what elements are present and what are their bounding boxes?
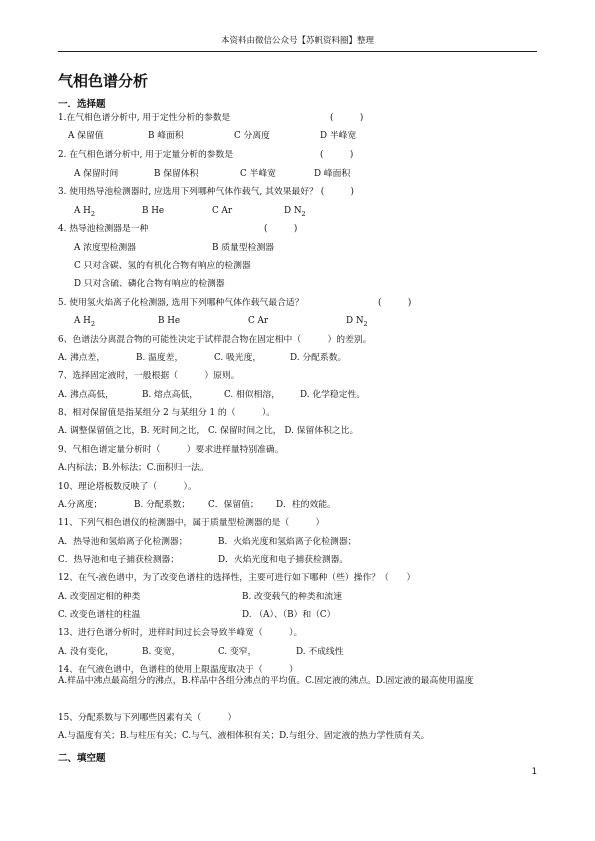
question-5: 5. 使用氢火焰离子化检测器, 选用下列哪种气体作载气最合适？ (58, 298, 304, 308)
option: D 峰面积 (314, 169, 351, 179)
option: A.样品中沸点最高组分的沸点，B.样品中各组分沸点的平均值。C.固定液的沸点。D.固定液的最高使用温度 (58, 676, 474, 686)
option: D. 分配系数。 (290, 353, 347, 363)
section-heading-fill: 二、填空题 (58, 753, 106, 764)
option: B. 温度差， (136, 353, 184, 363)
option: A．热导池和氢焰离子化检测器； (58, 537, 188, 547)
option: C Ar (212, 206, 233, 216)
option: D. 化学稳定性。 (300, 390, 366, 400)
option: A.分离度； (58, 500, 103, 510)
option: A $H_2$ (74, 316, 95, 328)
option: D. （A）、（B）和（C） (242, 610, 336, 620)
question-1: 1.在气相色谱分析中, 用于定性分析的参数是 (58, 113, 231, 123)
option: B. 变宽， (142, 647, 181, 657)
option: D $N_2$ (346, 316, 368, 328)
option: A 保留时间 (74, 169, 119, 179)
option: B．火焰光度和氢焰离子化检测器； (218, 537, 357, 547)
option: D．柱的效能。 (276, 500, 336, 510)
answer-blank-4: ( ) (264, 224, 298, 234)
option: C 分离度 (234, 131, 270, 141)
option: C. 相似相溶， (224, 390, 280, 400)
question-9: 9、气相色谱定量分析时（ ）要求进样量特别准确。 (58, 445, 284, 455)
option: B He (142, 206, 165, 216)
option: A $H_2$ (74, 206, 95, 218)
question-8: 8、相对保留值是指某组分 2 与某组分 1 的（ ）。 (58, 408, 276, 418)
answer-blank-1: ( ) (330, 113, 364, 123)
question-12: 12、在气-液色谱中，为了改变色谱柱的选择性，主要可进行如下哪种（些）操作？（ ） (58, 573, 416, 583)
option: C．热导池和电子捕获检测器； (58, 555, 180, 565)
option: C. 变窄， (218, 647, 257, 657)
question-4: 4. 热导池检测器是一种 (58, 224, 149, 234)
page-number: 1 (531, 767, 537, 777)
option: D 半峰宽 (320, 131, 357, 141)
question-6: 6、色谱法分离混合物的可能性决定于试样混合物在固定相中（ ）的差别。 (58, 335, 372, 345)
option: D 只对含硫、磷化合物有响应的检测器 (74, 279, 225, 289)
question-10: 10、理论塔板数反映了（ ）。 (58, 482, 197, 492)
question-15: 15、分配系数与下列哪些因素有关（ ） (58, 713, 237, 723)
option: B 保留体积 (154, 169, 199, 179)
option: A. 没有变化， (58, 647, 114, 657)
option: B 质量型检测器 (212, 243, 275, 253)
answer-blank-2: ( ) (320, 150, 354, 160)
option: D. 不成线性 (296, 647, 344, 657)
option: B He (158, 316, 181, 326)
option: C．保留值； (208, 500, 259, 510)
document-title: 气相色谱分析 (58, 72, 149, 90)
option: B. 熔点高低， (142, 390, 199, 400)
option: C 半峰宽 (240, 169, 276, 179)
option: C Ar (248, 316, 269, 326)
option: C. 吸光度， (214, 353, 262, 363)
option: A.与温度有关；B.与柱压有关；C.与气、液相体积有关；D.与组分、固定液的热力学性质有关。 (58, 731, 430, 741)
option: B. 分配系数； (134, 500, 191, 510)
question-3: 3. 使用热导池检测器时, 应选用下列哪种气体作载气, 其效果最好？ ( ) (58, 187, 354, 197)
question-13: 13、进行色谱分析时，进样时间过长会导致半峰宽（ ）。 (58, 628, 303, 638)
section-heading-choice: 一．选择题 (58, 99, 106, 110)
option: C 只对含碳、氢的有机化合物有响应的检测器 (74, 261, 251, 271)
option: A. 调整保留值之比，B. 死时间之比， C. 保留时间之比， D. 保留体积之比。 (58, 426, 359, 436)
question-7: 7、选择固定液时，一般根据（ ）原则。 (58, 371, 240, 381)
option: B. 改变载气的种类和流速 (242, 592, 343, 602)
option: A. 沸点高低， (58, 390, 114, 400)
question-2: 2. 在气相色谱分析中, 用于定量分析的参数是 (58, 150, 234, 160)
option: B 峰面积 (148, 131, 184, 141)
answer-blank-5: ( ) (378, 298, 412, 308)
option: C. 改变色谱柱的柱温 (58, 610, 141, 620)
option: A. 改变固定相的种类 (58, 592, 141, 602)
question-14: 14、在气液色谱中，色谱柱的使用上限温度取决于（ ） (58, 665, 298, 675)
question-11: 11、下列气相色谱仪的检测器中，属于质量型检测器的是（ ） (58, 518, 325, 528)
option: A. 沸点差， (58, 353, 106, 363)
option: A 浓度型检测器 (74, 243, 136, 253)
page-header: 本资料由微信公众号【苏帆资料圈】整理 (58, 34, 537, 52)
option: D．火焰光度和电子捕获检测器。 (218, 555, 349, 565)
option: A.内标法；B.外标法；C.面积归一法。 (58, 463, 209, 473)
option: D $N_2$ (284, 206, 306, 218)
option: A 保留值 (68, 131, 104, 141)
